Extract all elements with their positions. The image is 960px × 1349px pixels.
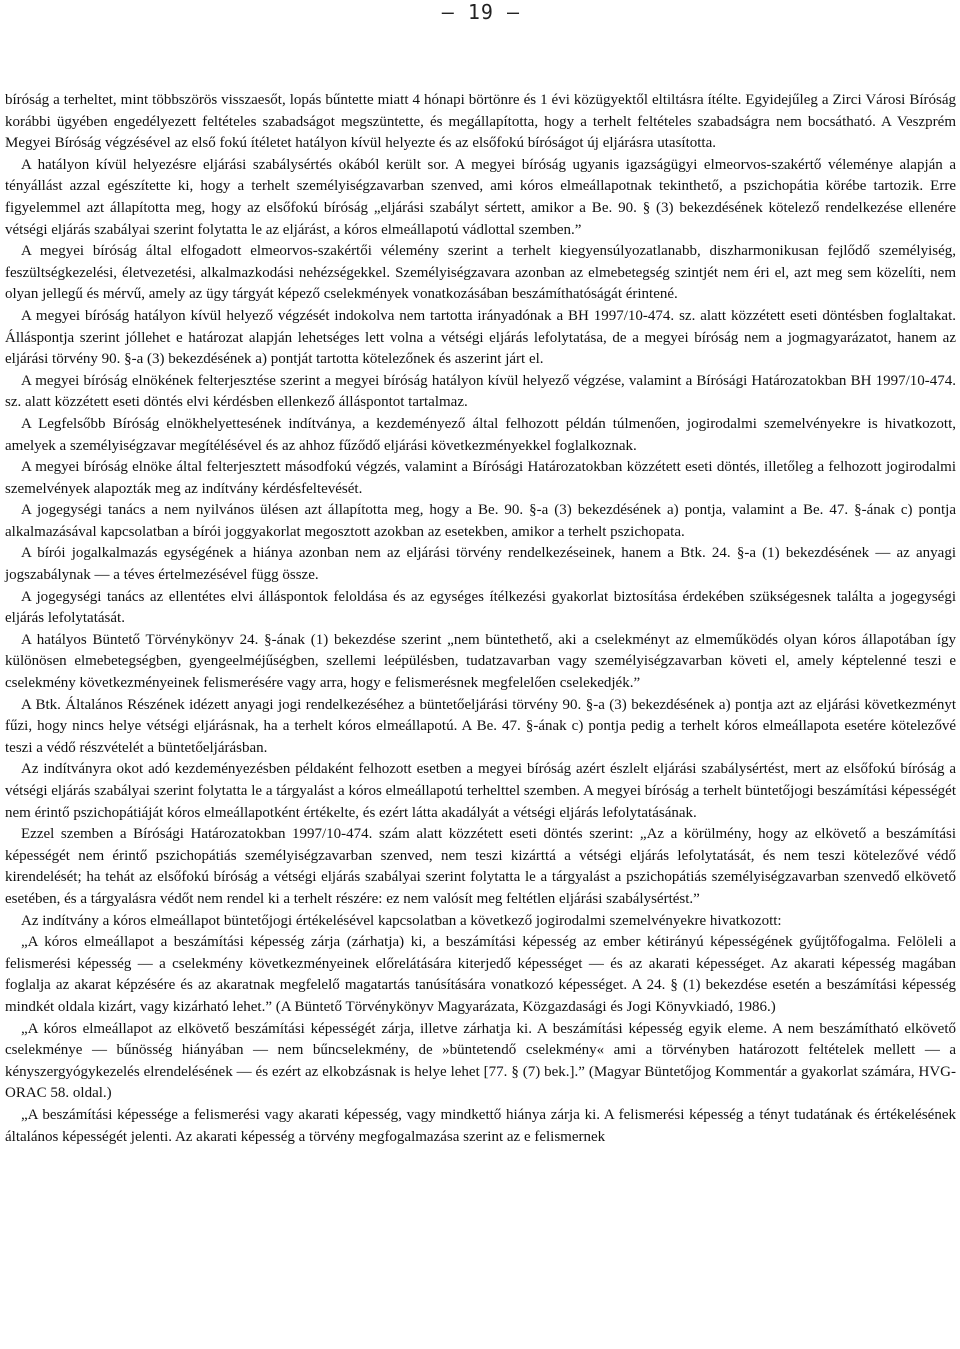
paragraph: A Btk. Általános Részének idézett anyagi jogi rendelkezéséhez a büntetőeljárási törvény 90. §-a (3) bekezdésének a) pontja azt az eljárási következményt fűzi, hogy nincs helye vétségi eljárásnak, ha a terhelt kóros elmeállapotú. A Be. 47. §-ának c) pontja pedig a terhelt kóros elmeállapota esetére kötelezővé teszi a védő részvételét a büntetőeljárásban. [5, 696, 956, 756]
paragraph: A Legfelsőbb Bíróság elnökhelyettesének indítványa, a kezdeményező által felhozott példán túlmenően, jogirodalmi szemelvényekre is hivatkozott, amelyek a személyiségzavar megítélésével és az ahhoz fűződő eljárási következményekkel foglalkoznak. [5, 415, 956, 454]
paragraph: A bírói jogalkalmazás egységének a hiánya azonban nem az eljárási törvény rendelkezéseinek, hanem a Btk. 24. §-a (1) bekezdésének — az anyagi jogszabálynak — a téves értelmezésével függ össze. [5, 545, 956, 584]
paragraph: A jogegységi tanács az ellentétes elvi álláspontok feloldása és az egységes ítélkezési gyakorlat biztosítása érdekében szükségesnek találta a jogegységi eljárás lefolytatását. [5, 588, 956, 627]
paragraph: Ezzel szemben a Bírósági Határozatokban 1997/10-474. szám alatt közzétett eseti döntés szerint: „Az a körülmény, hogy az elkövető a beszámítási képességét nem érintő pszichopátiás személyiségzavarban szenved, nem teszi kizárttá a vétségi eljárás lefolytatását, és nem teszi kötelezővé védő kirendelését; ha tehát az elsőfokú bíróság a vétségi eljárás szabályai szerint folytatta le a tárgyalást a pszichopátiás személyiségzavarban szenvedő elkövető esetében, és a tárgyalásra védőt nem rendel ki a terhelt részére: ez nem valósít meg feltétlen eljárási szabálysértést.” [5, 826, 956, 907]
page-number: – 19 – [441, 0, 520, 24]
paragraph: A megyei bíróság által elfogadott elmeorvos-szakértői vélemény szerint a terhelt kiegyensúlyozatlanabb, diszharmonikusan fejlődő személyiség, feszültségkezelési, életvezetési, alkalmazkodási nehézségekkel. Személyiségzavara azonban az elmebetegség szintjét nem éri el, azt meg sem közelíti, nem olyan jellegű és mérvű, amely az ügy tárgyát képező cselekmények vonatkozásában beszámíthatóságát érintené. [5, 243, 956, 303]
paragraph: A megyei bíróság elnöke által felterjesztett másodfokú végzés, valamint a Bírósági Határozatokban közzétett eseti döntés, illetőleg a felhozott jogirodalmi szemelvények alapozták meg az indítvány kérdésfeltevését. [5, 459, 956, 497]
paragraph: „A beszámítási képessége a felismerési vagy akarati képesség, vagy mindkettő hiánya zárja ki. A felismerési képesség a tényt tudatának és értékelésének általános képességét jelenti. Az akarati képesség a törvény megfogalmazása szerint az e felismernek [5, 1106, 956, 1145]
paragraph: A megyei bíróság hatályon kívül helyező végzését indokolva nem tartotta irányadónak a BH 1997/10-474. sz. alatt közzétett eseti döntésben foglaltakat. Álláspontja szerint jóllehet e határozat alapján lehetséges lett volna a vétségi eljárás lefolytatása, de a megyei bíróság nem a jogmagyarázatot, hanem az eljárási törvény 90. §-a (3) bekezdésének a) pontját tartotta kötelezőnek és aszerint járt el. [5, 307, 956, 368]
paragraph: Az indítványra okot adó kezdeményezésben példaként felhozott esetben a megyei bíróság azért észlelt eljárási szabálysértést, mert az elsőfokú bíróság a vétségi eljárás szabályai szerint folytatta le a tárgyalást a kóros elmeállapotú terhelttel szemben. A megyei bíróság a terhelt büntetőjogi beszámítási képességét nem érintő pszichopátiáját kóros elmeállapotként értékelte, és ezért látta akadályát a vétségi eljárás lefolytatásának. [5, 761, 956, 821]
paragraph: A hatályos Büntető Törvénykönyv 24. §-ának (1) bekezdése szerint „nem büntethető, aki a cselekményt az elmeműködés olyan kóros állapotában így különösen elmebetegségben, gyengeelméjűségben, szellemi leépülésben, tudatzavarban vagy személyiségzavarban követi el, amely képtelenné teszi e cselekmény következményeinek felismerésére vagy arra, hogy e felismerésnek megfelelően cselekedjék.” [5, 631, 956, 692]
document-body [5, 90, 956, 1148]
paragraph: Az indítvány a kóros elmeállapot büntetőjogi értékelésével kapcsolatban a következő jogirodalmi szemelvényekre hivatkozott: [21, 912, 782, 929]
paragraph: A megyei bíróság elnökének felterjesztése szerint a megyei bíróság hatályon kívül helyező végzése, valamint a Bírósági Határozatokban BH 1997/10-474. sz. alatt közzétett eseti döntés elvi kérdésben ellenkező álláspontot tartalmaz. [5, 372, 956, 411]
paragraph: A jogegységi tanács a nem nyilvános ülésen azt állapította meg, hogy a Be. 90. §-a (3) bekezdésének a) pontja, valamint a Be. 47. §-ának c) pontja alkalmazásával kapcsolatban a bírói joggyakorlat megosztott azokban az esetekben, amikor a terhelt pszichopata. [5, 502, 956, 540]
paragraph: „A kóros elmeállapot a beszámítási képesség zárja (zárhatja) ki, a beszámítási képesség az ember kétirányú képességének gyűjtőfogalma. Felöleli a felismerési képesség — a cselekmény következményeinek előrelátására kiterjedő képességet — és az akarati képességet. Az akarati képesség magában foglalja az akarat képzésére és az akaratnak megfelelő magatartás tanúsítására vonatkozó képességet. A 24. § (1) bekezdése esetén a beszámítási képesség mindkét oldala kizárt, vagy kizárható lehet.” (A Büntető Törvénykönyv Magyarázata, Közgazdasági és Jogi Könyvkiadó, 1986.) [5, 934, 956, 1015]
paragraph: „A kóros elmeállapot az elkövető beszámítási képességét zárja, illetve zárhatja ki. A beszámítási képesség egyik eleme. A nem beszámítható elkövető cselekménye — bűnösség hiányában — nem bűncselekmény, de »büntetendő cselekmény« ami a törvényben határozott feltételek mellett — a kényszergyógykezelés elrendelésének — és ezért az elkobzásnak is helye lehet [77. § (7) bek.].” (Magyar Büntetőjog Kommentár a gyakorlat számára, HVG-ORAC 58. oldal.) [5, 1020, 956, 1102]
paragraph: bíróság a terheltet, mint többszörös visszaesőt, lopás bűntette miatt 4 hónapi börtönre és 1 évi közügyektől eltiltásra ítélte. Egyidejűleg a Zirci Városi Bíróság korábbi ügyében engedélyezett feltételes szabadságot megszüntette, és megállapította, hogy a terhelt feltételes szabadságra nem bocsátható. A Veszprém Megyei Bíróság végzésével az első fokú ítéletet hatályon kívül helyezte és az elsőfokú bíróságot új eljárásra utasította. [5, 92, 956, 152]
paragraph: A hatályon kívül helyezésre eljárási szabálysértés okából került sor. A megyei bíróság ugyanis igazságügyi elmeorvos-szakértő véleménye alapján a tényállást azzal egészítette ki, hogy a terhelt személyiségzavarban szenved, ami kóros elmeállapotnak tekinthető, a pszichopátia körébe tartozik. Erre figyelemmel azt állapította meg, hogy az elsőfokú bíróság „eljárási szabályt sértett, amikor a Be. 90. § (3) bekezdésének kötelező rendelkezése ellenére vétségi eljárás szabályai szerint folytatta le az eljárást, a kóros elmeállapotú vádlottal szemben.” [5, 156, 956, 238]
